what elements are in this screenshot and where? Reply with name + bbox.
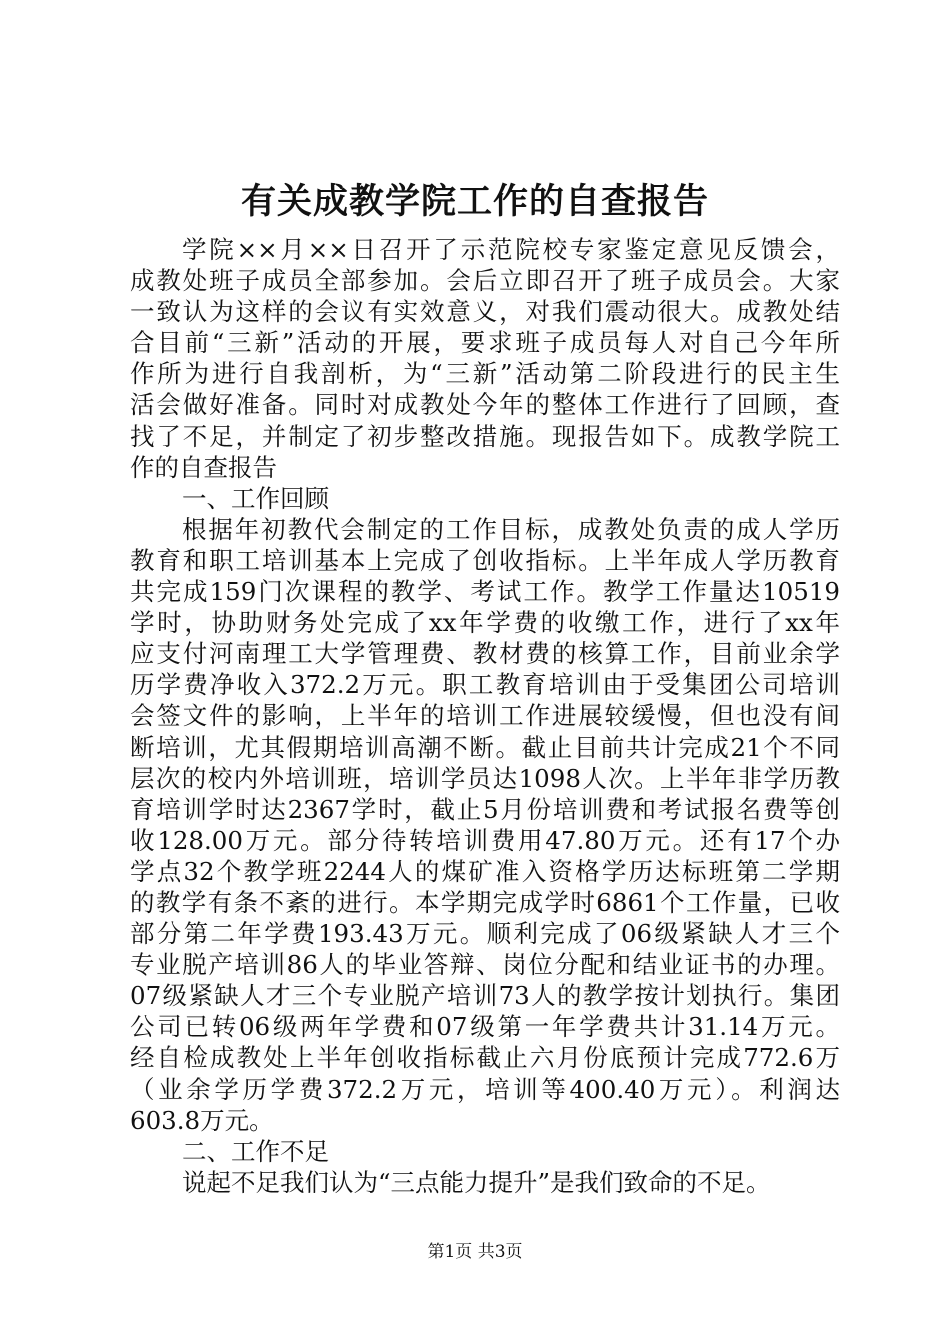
text-line: 的教学有条不紊的进行。本学期完成学时6861个工作量，已收 <box>130 887 840 917</box>
section-heading: 一、工作回顾 <box>182 483 329 513</box>
text-line: 活会做好准备。同时对成教处今年的整体工作进行了回顾，查 <box>130 390 840 420</box>
text-line: 教育和职工培训基本上完成了创收指标。上半年成人学历教育 <box>130 545 840 575</box>
text-line: 育培训学时达2367学时，截止5月份培训费和考试报名费等创 <box>130 794 840 824</box>
text-line: 一致认为这样的会议有实效意义，对我们震动很大。成教处结 <box>130 297 840 327</box>
text-line: 会签文件的影响，上半年的培训工作进展较缓慢，但也没有间 <box>130 701 840 731</box>
text-line: 合目前“三新”活动的开展，要求班子成员每人对自己今年所 <box>130 328 840 358</box>
text-line: 作的自查报告 <box>130 452 277 482</box>
text-line: 历学费净收入372.2万元。职工教育培训由于受集团公司培训 <box>130 670 840 700</box>
text-line: 成教处班子成员全部参加。会后立即召开了班子成员会。大家 <box>130 266 840 296</box>
section-heading: 二、工作不足 <box>182 1136 329 1166</box>
text-line: 公司已转06级两年学费和07级第一年学费共计31.14万元。 <box>130 1012 840 1042</box>
text-line: 07级紧缺人才三个专业脱产培训73人的教学按计划执行。集团 <box>130 981 840 1011</box>
text-line: 603.8万元。 <box>130 1105 274 1135</box>
text-line: 找了不足，并制定了初步整改措施。现报告如下。成教学院工 <box>130 421 840 451</box>
text-line: 经自检成教处上半年创收指标截止六月份底预计完成772.6万 <box>130 1043 840 1073</box>
text-line: 学点32个教学班2244人的煤矿准入资格学历达标班第二学期 <box>130 856 840 886</box>
text-line: 作所为进行自我剖析，为“三新”活动第二阶段进行的民主生 <box>130 359 840 389</box>
text-line: 收128.00万元。部分待转培训费用47.80万元。还有17个办 <box>130 825 840 855</box>
document-title: 有关成教学院工作的自查报告 <box>240 181 709 222</box>
text-line: 说起不足我们认为“三点能力提升”是我们致命的不足。 <box>182 1167 771 1197</box>
text-line: 学院××月××日召开了示范院校专家鉴定意见反馈会， <box>182 235 840 264</box>
text-line: 学时，协助财务处完成了xx年学费的收缴工作，进行了xx年 <box>130 608 840 638</box>
document-body <box>130 234 840 1198</box>
text-line: 应支付河南理工大学管理费、教材费的核算工作，目前业余学 <box>130 639 840 669</box>
text-line: 层次的校内外培训班，培训学员达1098人次。上半年非学历教 <box>130 763 840 793</box>
text-line: 断培训，尤其假期培训高潮不断。截止目前共计完成21个不同 <box>130 732 840 762</box>
text-line: （业余学历学费372.2万元，培训等400.40万元）。利润达 <box>130 1074 840 1104</box>
text-line: 根据年初教代会制定的工作目标，成教处负责的成人学历 <box>182 514 840 544</box>
text-line: 部分第二年学费193.43万元。顺利完成了06级紧缺人才三个 <box>130 919 840 949</box>
text-line: 共完成159门次课程的教学、考试工作。教学工作量达10519 <box>130 577 840 607</box>
page-number: 第1页 共3页 <box>427 1242 523 1262</box>
text-line: 专业脱产培训86人的毕业答辩、岗位分配和结业证书的办理。 <box>130 950 840 980</box>
